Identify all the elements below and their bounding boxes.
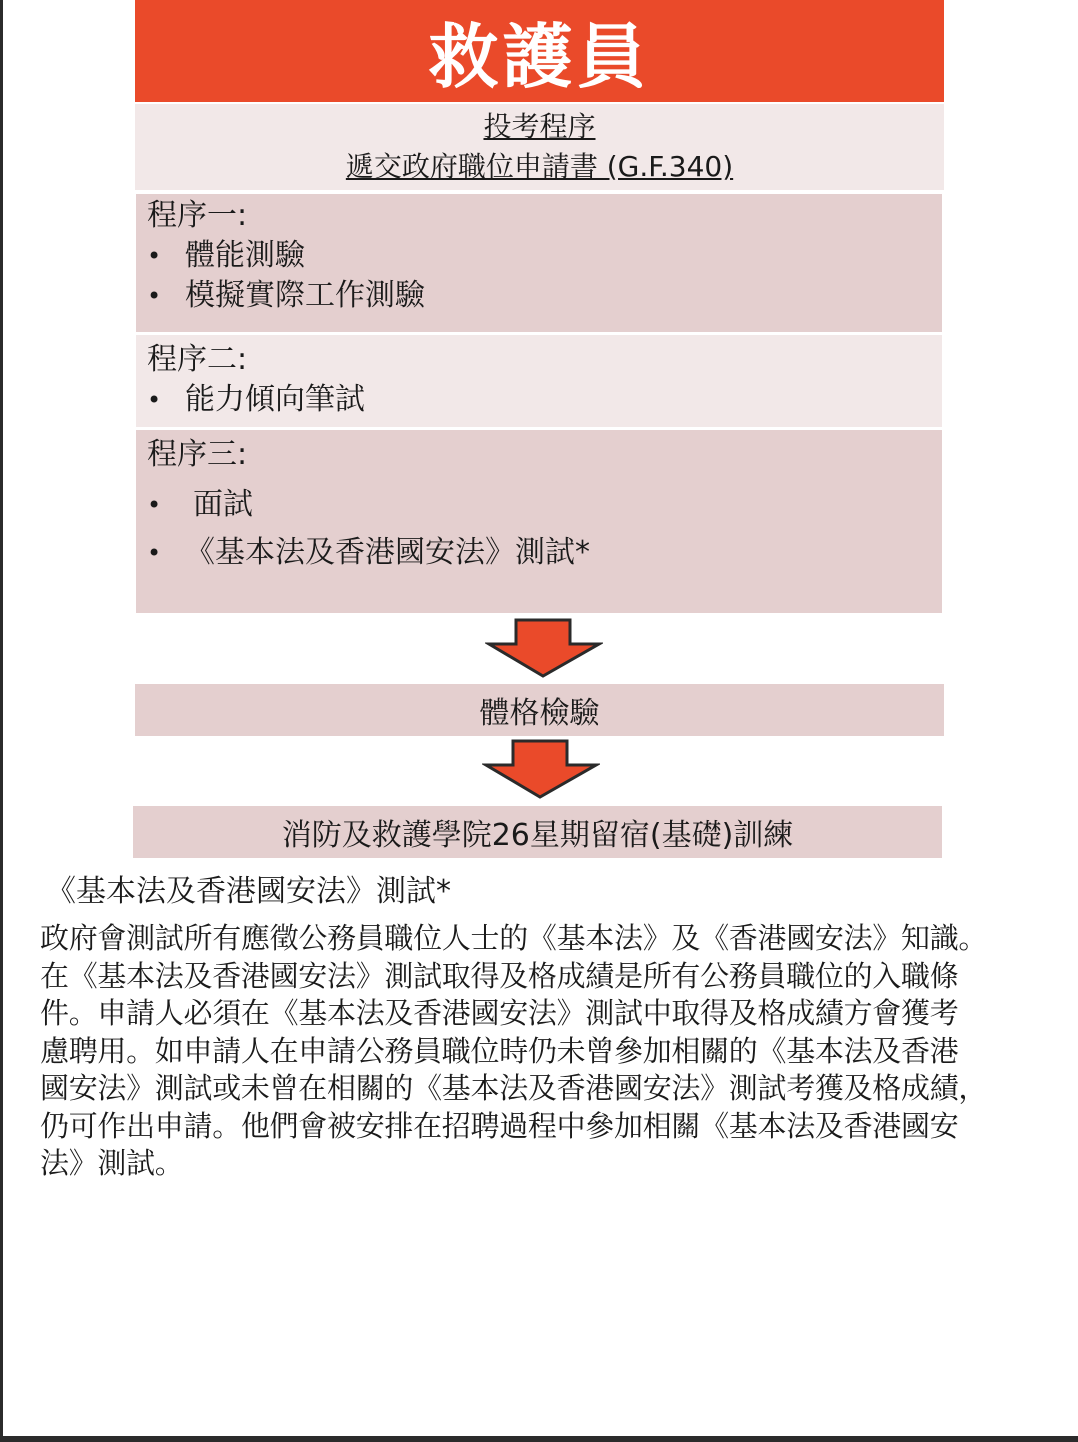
note-line: 慮聘用。如申請人在申請公務員職位時仍未曾參加相關的《基本法及香港 [40,1033,959,1068]
step-list [147,481,942,577]
note-line: 件。申請人必須在《基本法及香港國安法》測試中取得及格成績方會獲考 [40,996,959,1030]
page-title: 救護員 [135,0,944,102]
note-line: 在《基本法及香港國安法》測試取得及格成績是所有公務員職位的入職條 [40,958,959,993]
list-item: • 模擬實際工作測驗 [147,276,942,316]
bullet-icon: • [147,242,162,270]
frame-left-border [0,0,3,1442]
frame-bottom-border [0,1436,1078,1442]
list-item: • 面試 [147,481,942,529]
step-list [147,236,942,316]
subtitle-line1: 投考程序 [483,110,596,143]
step-heading: 程序三: [147,437,248,472]
note-title: 《基本法及香港國安法》測試* [46,874,451,909]
arrow-down-icon [485,617,603,679]
note-line: 法》測試。 [40,1146,184,1180]
subtitle-line2: 遞交政府職位申請書 (G.F.340) [345,150,734,183]
note-line: 政府會測試所有應徵公務員職位人士的《基本法》及《香港國安法》知識。 [40,921,988,955]
list-item: • 《基本法及香港國安法》測試* [147,529,942,577]
medical-exam-box: 體格檢驗 [135,684,944,736]
bullet-icon: • [147,491,162,519]
bullet-icon: • [147,539,162,567]
arrow-down-icon [482,738,600,800]
list-item: • 體能測驗 [147,236,942,276]
step-heading: 程序一: [147,198,248,233]
list-item: • 能力傾向筆試 [147,380,942,420]
step-three-box [136,430,942,613]
note-line: 國安法》測試或未曾在相關的《基本法及香港國安法》測試考獲及格成績， [40,1071,988,1105]
step-list [147,380,942,420]
step-heading: 程序二: [147,342,248,377]
bullet-icon: • [147,386,162,414]
step-two-box [136,335,942,427]
bullet-icon: • [147,282,162,310]
note-line: 仍可作出申請。他們會被安排在招聘過程中參加相關《基本法及香港國安 [40,1108,959,1143]
subtitle-box [135,104,944,190]
training-box: 消防及救護學院26星期留宿(基礎)訓練 [133,806,942,858]
step-one-box [136,194,942,332]
note-body [40,920,1072,1183]
